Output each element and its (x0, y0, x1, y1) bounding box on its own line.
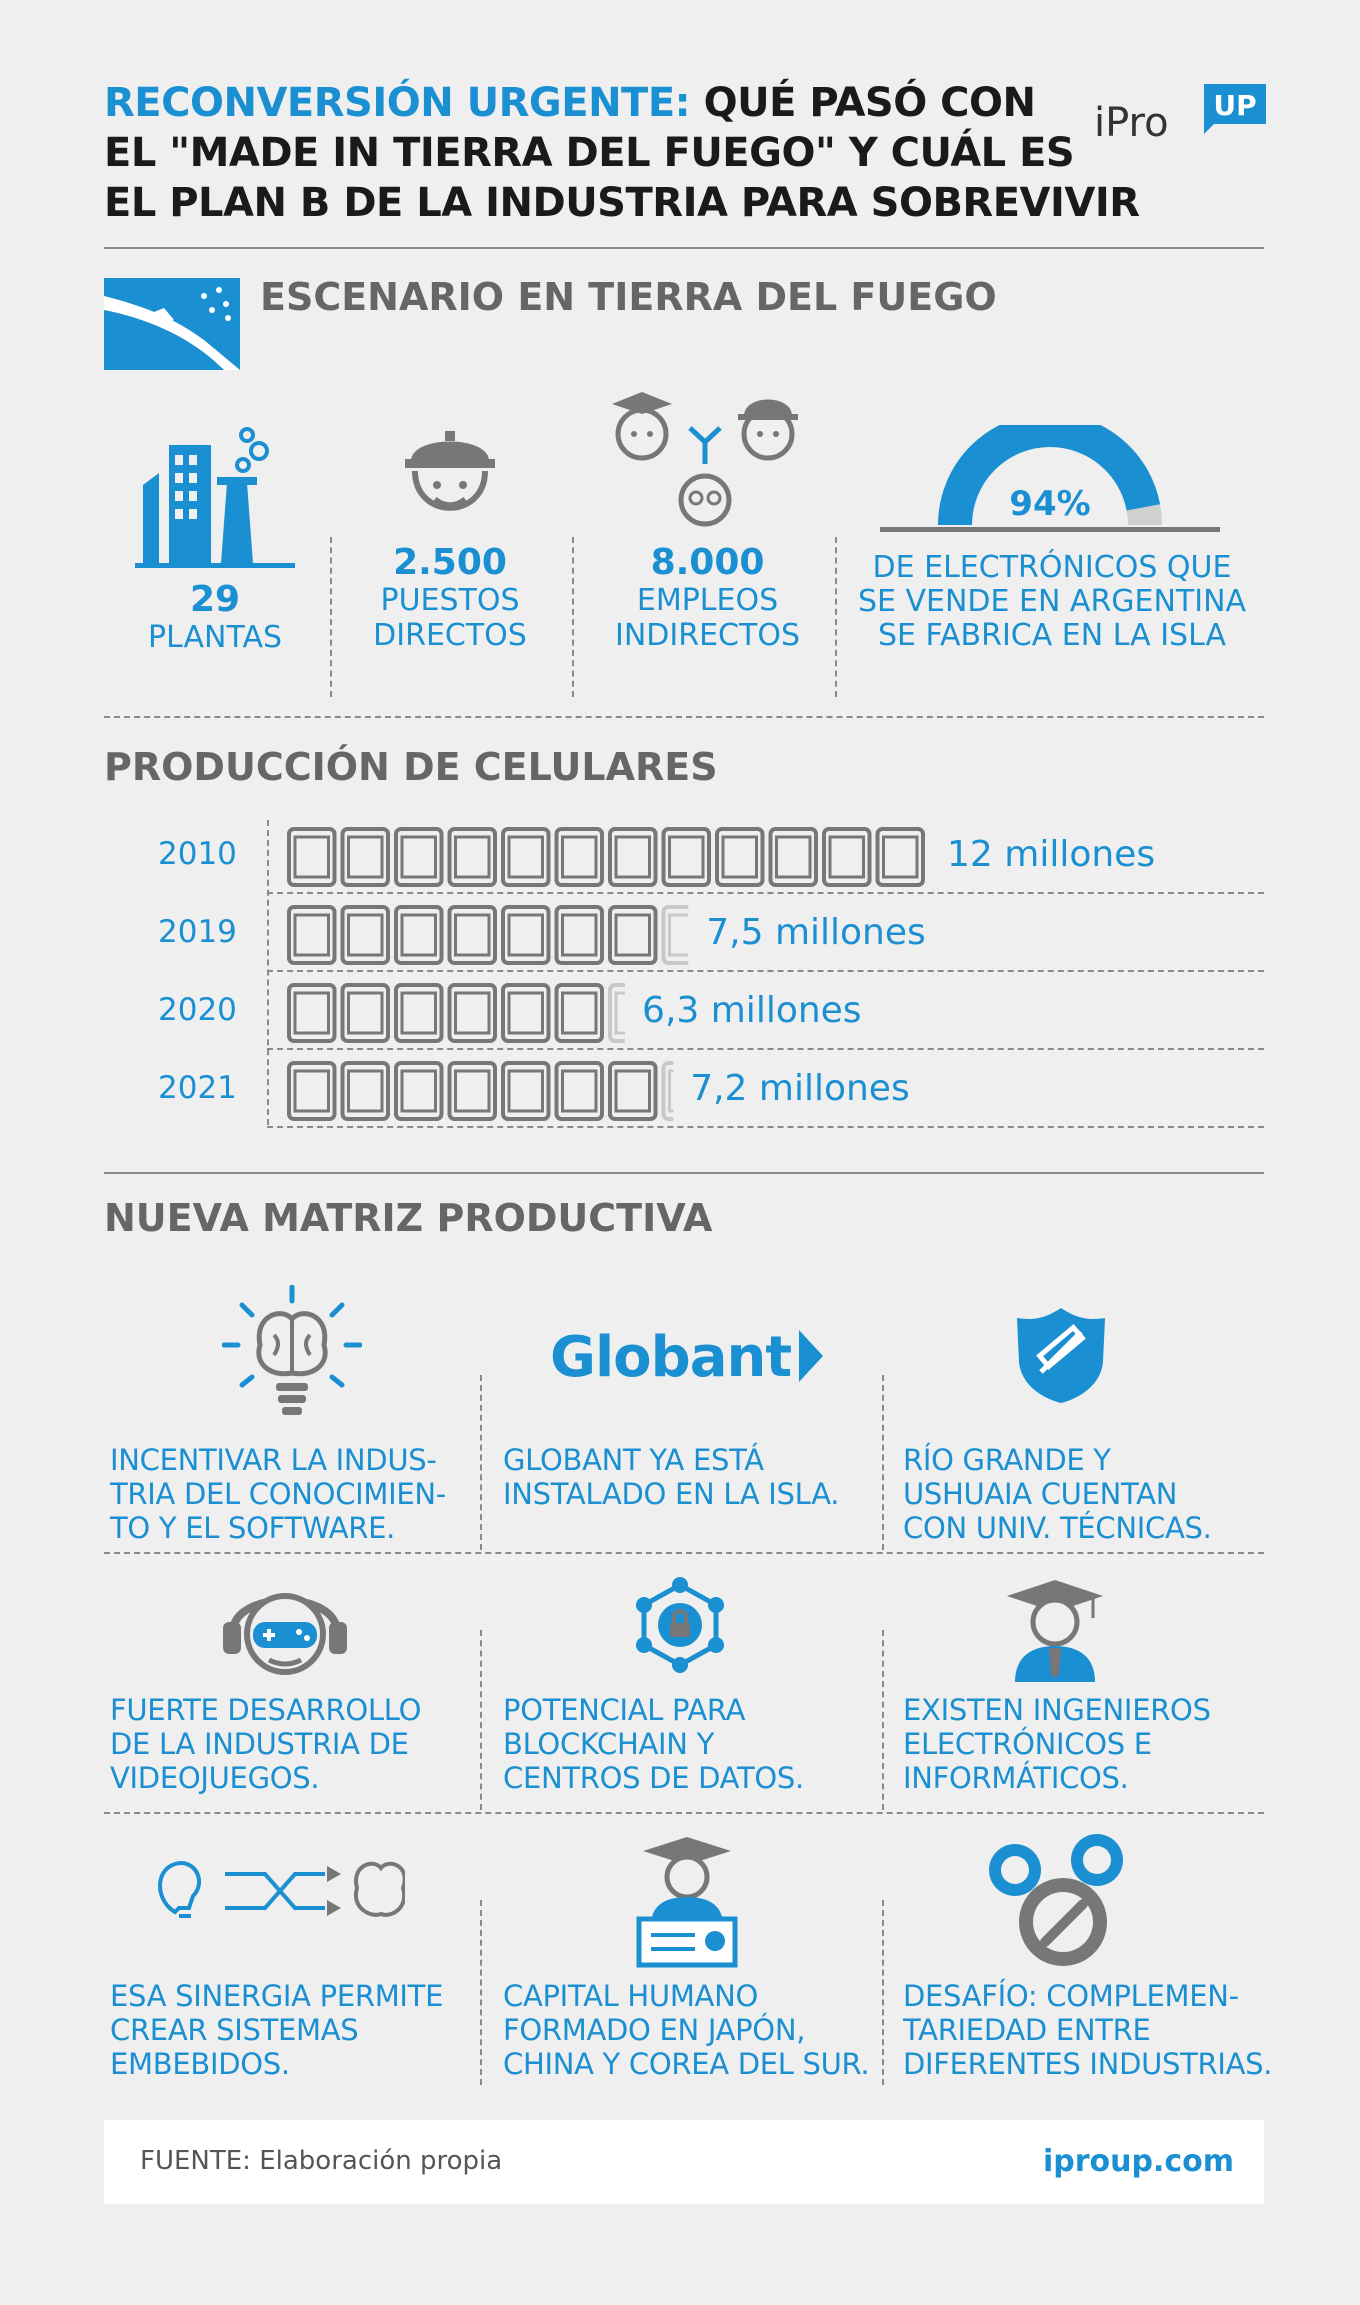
matrix-item-2: GLOBANT YA ESTÁ INSTALADO EN LA ISLA. (503, 1443, 840, 1511)
divider (267, 892, 1264, 894)
divider (882, 1630, 884, 1810)
iproup-logo (1094, 84, 1270, 144)
phone-icon (450, 985, 496, 1041)
stat-puestos-label1: PUESTOS (380, 583, 520, 618)
divider (104, 1552, 1264, 1554)
globant-logo (550, 1325, 823, 1390)
phone-icon (878, 829, 924, 885)
phone-icon (396, 829, 442, 885)
matrix-item-7: ESA SINERGIA PERMITE CREAR SISTEMAS EMBEBIDOS. (110, 1979, 444, 2081)
scenario-title: ESCENARIO EN TIERRA DEL FUEGO (260, 275, 997, 319)
phone-bar (287, 1060, 677, 1120)
phone-icon (450, 907, 496, 963)
footer-url[interactable]: iproup.com (1042, 2144, 1234, 2179)
matrix-item-9: DESAFÍO: COMPLEMEN- TARIEDAD ENTRE DIFERENTES INDUSTRIAS. (903, 1979, 1273, 2081)
phone-icon (343, 985, 389, 1041)
title-line-1: RECONVERSIÓN URGENTE: QUÉ PASÓ CON (104, 80, 1036, 126)
phone-icon (557, 1063, 603, 1119)
matrix-item-5: POTENCIAL PARA BLOCKCHAIN Y CENTROS DE DATOS. (503, 1693, 804, 1795)
divider (882, 1375, 884, 1550)
divider (572, 537, 574, 697)
divider (330, 537, 332, 697)
phone-icon (396, 907, 442, 963)
factory-icon (135, 425, 295, 570)
gamer-icon (215, 1580, 355, 1680)
gauge-value: 94% (1009, 484, 1091, 524)
divider (480, 1375, 482, 1550)
phone-icon (557, 907, 603, 963)
globant-logo-text: Globant (550, 1325, 792, 1390)
matrix-item-4: FUERTE DESARROLLO DE LA INDUSTRIA DE VIDEOJUEGOS. (110, 1693, 422, 1795)
divider (104, 1812, 1264, 1814)
production-value-label: 6,3 millones (642, 990, 862, 1031)
phone-icon (450, 829, 496, 885)
matrix-title: NUEVA MATRIZ PRODUCTIVA (104, 1196, 713, 1240)
divider (267, 820, 269, 1125)
blockchain-icon (630, 1575, 730, 1675)
year-label: 2019 (158, 914, 237, 950)
divider (835, 537, 837, 697)
phone-icon (396, 1063, 442, 1119)
production-divider (104, 1172, 1264, 1174)
phone-icon (557, 985, 603, 1041)
year-label: 2010 (158, 836, 237, 872)
phone-icon (717, 829, 763, 885)
gauge-text-2: SE VENDE EN ARGENTINA (857, 584, 1247, 619)
phone-icon (503, 907, 549, 963)
matrix-item-1: INCENTIVAR LA INDUS- TRIA DEL CONOCIMIEN- TO Y EL SOFTWARE. (110, 1443, 446, 1545)
stat-empleos-label1: EMPLEOS (636, 583, 779, 618)
production-value-label: 12 millones (947, 834, 1156, 875)
brain-bulb-icon (222, 1285, 362, 1425)
title-line-3: EL PLAN B DE LA INDUSTRIA PARA SOBREVIVIR (104, 180, 1140, 226)
phone-icon (289, 829, 335, 885)
footer-source: FUENTE: Elaboración propia (140, 2146, 503, 2176)
gauge-chart (880, 425, 1220, 535)
gauge-text-3: SE FABRICA EN LA ISLA (877, 618, 1227, 653)
stat-plantas-label: PLANTAS (147, 620, 283, 655)
synergy-icon (145, 1852, 405, 1932)
divider (480, 1630, 482, 1810)
stat-plantas-value: 29 (189, 579, 241, 620)
university-shield-icon (1015, 1306, 1107, 1404)
phone-icon (503, 985, 549, 1041)
worker-icon (405, 425, 495, 530)
header-divider (104, 247, 1264, 249)
production-value-label: 7,2 millones (690, 1068, 910, 1109)
phone-icon (557, 829, 603, 885)
phone-icon (289, 907, 335, 963)
divider (267, 970, 1264, 972)
divider (882, 1900, 884, 2085)
logo-text: iPro (1094, 100, 1169, 144)
phone-icon (824, 829, 870, 885)
logo-badge: UP (1213, 89, 1257, 122)
stat-puestos (345, 543, 555, 653)
gauge-text-1: DE ELECTRÓNICOS QUE (872, 550, 1232, 585)
stat-empleos-label2: INDIRECTOS (615, 618, 800, 653)
phone-icon (503, 829, 549, 885)
stat-puestos-value: 2.500 (393, 542, 507, 583)
phone-icon (664, 829, 710, 885)
divider (267, 1048, 1264, 1050)
people-network-icon (610, 382, 800, 532)
phone-icon (610, 907, 656, 963)
phone-bar (287, 904, 693, 964)
phone-bar (287, 982, 629, 1042)
phone-icon (343, 907, 389, 963)
phone-bar (287, 826, 933, 886)
phone-icon (664, 907, 710, 963)
divider (480, 1900, 482, 2085)
year-label: 2020 (158, 992, 237, 1028)
production-title: PRODUCCIÓN DE CELULARES (104, 745, 718, 789)
stat-empleos (595, 543, 820, 653)
divider (104, 716, 1264, 718)
graduate-icon (1005, 1578, 1105, 1683)
year-label: 2021 (158, 1070, 237, 1106)
gauge-text (852, 551, 1252, 653)
phone-icon (289, 985, 335, 1041)
production-value-label: 7,5 millones (706, 912, 926, 953)
phone-icon (343, 1063, 389, 1119)
tierra-del-fuego-flag-icon (104, 278, 240, 370)
phone-icon (610, 1063, 656, 1119)
title-line-2: EL "MADE IN TIERRA DEL FUEGO" Y CUÁL ES (104, 130, 1075, 176)
globant-arrow-icon (799, 1330, 823, 1382)
footer (104, 2120, 1264, 2204)
phone-icon (289, 1063, 335, 1119)
phone-icon (771, 829, 817, 885)
divider (267, 1126, 1264, 1128)
gears-icon (985, 1830, 1135, 1970)
phone-icon (396, 985, 442, 1041)
matrix-item-3: RÍO GRANDE Y USHUAIA CUENTAN CON UNIV. TÉCNICAS. (903, 1443, 1212, 1545)
phone-icon (343, 829, 389, 885)
stat-plantas (120, 580, 310, 655)
diploma-icon (635, 1835, 740, 1970)
phone-icon (450, 1063, 496, 1119)
phone-icon (503, 1063, 549, 1119)
stat-puestos-label2: DIRECTOS (373, 618, 527, 653)
stat-empleos-value: 8.000 (650, 542, 765, 583)
phone-icon (610, 829, 656, 885)
matrix-item-6: EXISTEN INGENIEROS ELECTRÓNICOS E INFORMÁTICOS. (903, 1693, 1211, 1795)
matrix-item-8: CAPITAL HUMANO FORMADO EN JAPÓN, CHINA Y COREA DEL SUR. (503, 1979, 870, 2081)
